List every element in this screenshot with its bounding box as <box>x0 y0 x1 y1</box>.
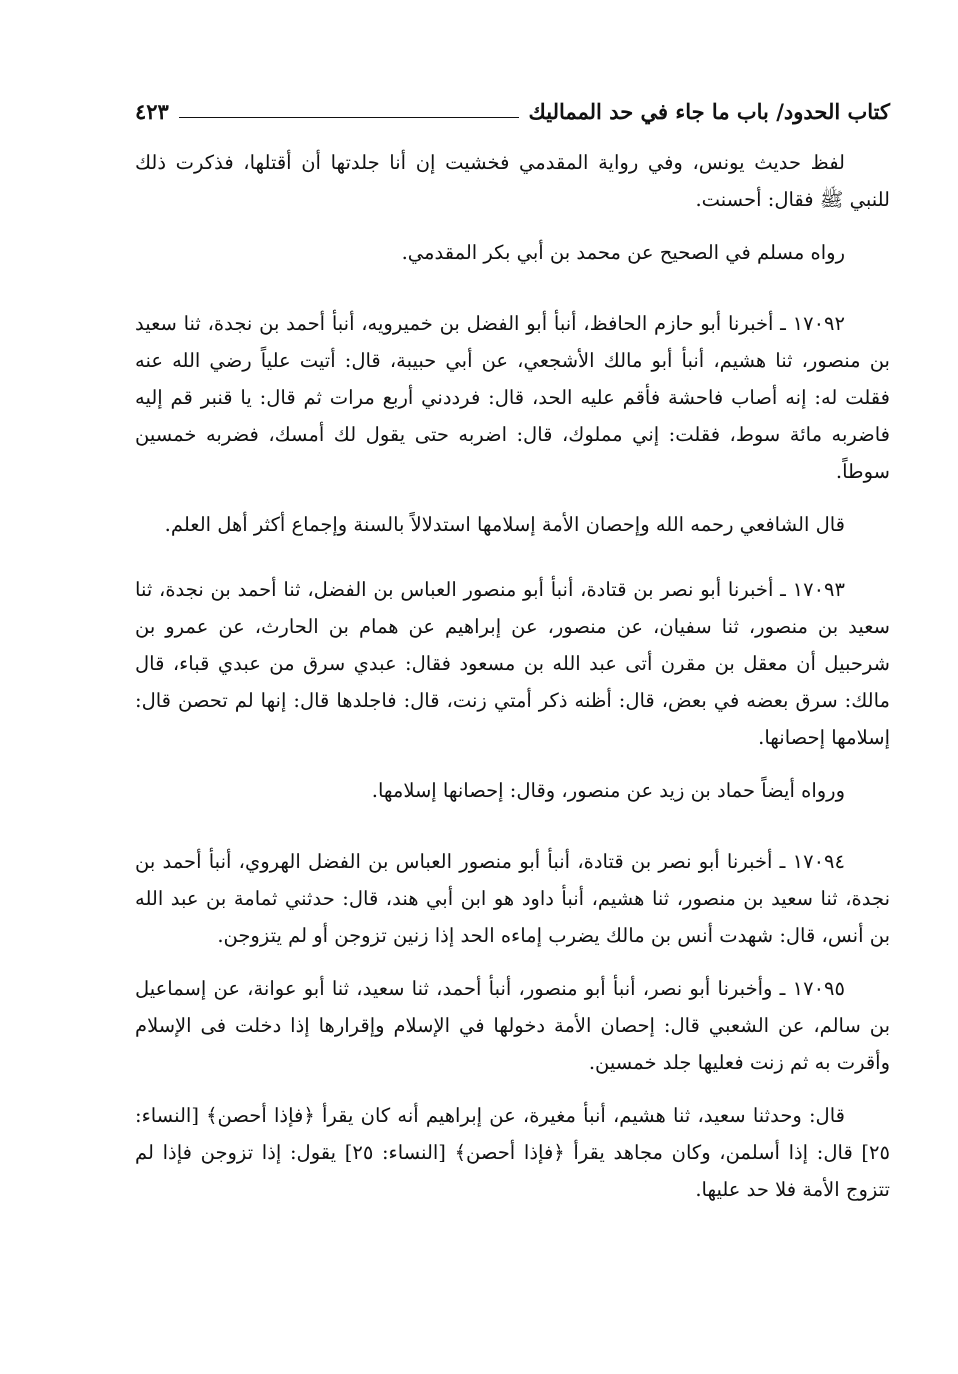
body-text <box>135 144 890 1208</box>
paragraph-hammad-note: ورواه أيضاً حماد بن زيد عن منصور، وقال: إحصانها إسلامها. <box>371 779 845 802</box>
paragraph-continuation: لفظ حديث يونس، وفي رواية المقدمي فخشيت إن أنا جلدتها أن أقتلها، فذكرت ذلك للنبي ﷺ فقال: أحسنت. <box>135 151 890 211</box>
running-header <box>135 88 890 122</box>
hadith-17093: ١٧٠٩٣ ـ أخبرنا أبو نصر بن قتادة، أنبأ أبو منصور العباس بن الفضل، ثنا أحمد بن نجدة، ثنا سعيد بن منصور، ثنا سفيان، عن منصور، عن إبراهيم عن همام بن الحارث، عن عمرو بن شرحبيل أن معقل بن مقرن أتى عبد الله بن مسعود فقال: عبدي سرق من عبدي قباء، قال مالك: سرق بعضه في بعض، قال: أظنه ذكر أمتي زنت، قال: فاجلدها قال: إنها لم تحصن قال: إسلامها إحصانها. <box>135 578 890 749</box>
paragraph-ibrahim-reading: قال: وحدثنا سعيد، ثنا هشيم، أنبأ مغيرة، عن إبراهيم أنه كان يقرأ ﴿فإذا أحصن﴾ [النساء: ٢٥] قال: إذا أسلمن، وكان مجاهد يقرأ ﴿فإذا أحصن﴾ [النساء: ٢٥] يقول: إذا تزوجن فإذا لم تتزوج الأمة فلا حد عليها. <box>135 1104 890 1201</box>
paragraph-shafii-comment: قال الشافعي رحمه الله وإحصان الأمة إسلامها استدلالاً بالسنة وإجماع أكثر أهل العلم. <box>164 513 845 536</box>
hadith-17092: ١٧٠٩٢ ـ أخبرنا أبو حازم الحافظ، أنبأ أبو الفضل بن خميرويه، أنبأ أحمد بن نجدة، ثنا سعيد بن منصور، ثنا هشيم، أنبأ أبو مالك الأشجعي، عن أبي حبيبة، قال: أتيت علياً رضي الله عنه فقلت له: إنه أصاب فاحشة فأقم عليه الحد، قال: فرددني أربع مرات ثم قال: يا قنبر قم إليه فاضربه مائة سوط، فقلت: إني مملوك، قال: اضربه حتى يقول لك أمسك، فضربه خمسين سوطاً. <box>135 312 890 483</box>
chapter-title: كتاب الحدود/ باب ما جاء في حد المماليك <box>528 99 890 124</box>
page-number: ٤٢٣ <box>135 99 169 124</box>
paragraph-narration-note: رواه مسلم في الصحيح عن محمد بن أبي بكر المقدمي. <box>401 241 845 264</box>
hadith-17095: ١٧٠٩٥ ـ وأخبرنا أبو نصر، أنبأ أبو منصور، أنبأ أحمد، ثنا سعيد، ثنا أبو عوانة، عن إسماعيل بن سالم، عن الشعبي قال: إحصان الأمة دخولها في الإسلام وإقرارها إذا دخلت فى الإسلام وأقرت به ثم زنت فعليها جلد خمسين. <box>135 977 890 1074</box>
header-rule <box>179 117 519 118</box>
hadith-17094: ١٧٠٩٤ ـ أخبرنا أبو نصر بن قتادة، أنبأ أبو منصور العباس بن الفضل الهروي، أنبأ أحمد بن نجدة، ثنا سعيد بن منصور، ثنا هشيم، أنبأ داود هو ابن أبي هند، قال: حدثني ثمامة بن عبد الله بن أنس، قال: شهدت أنس بن مالك يضرب إماءه الحد إذا زنين تزوجن أو لم يتزوجن. <box>135 850 890 947</box>
